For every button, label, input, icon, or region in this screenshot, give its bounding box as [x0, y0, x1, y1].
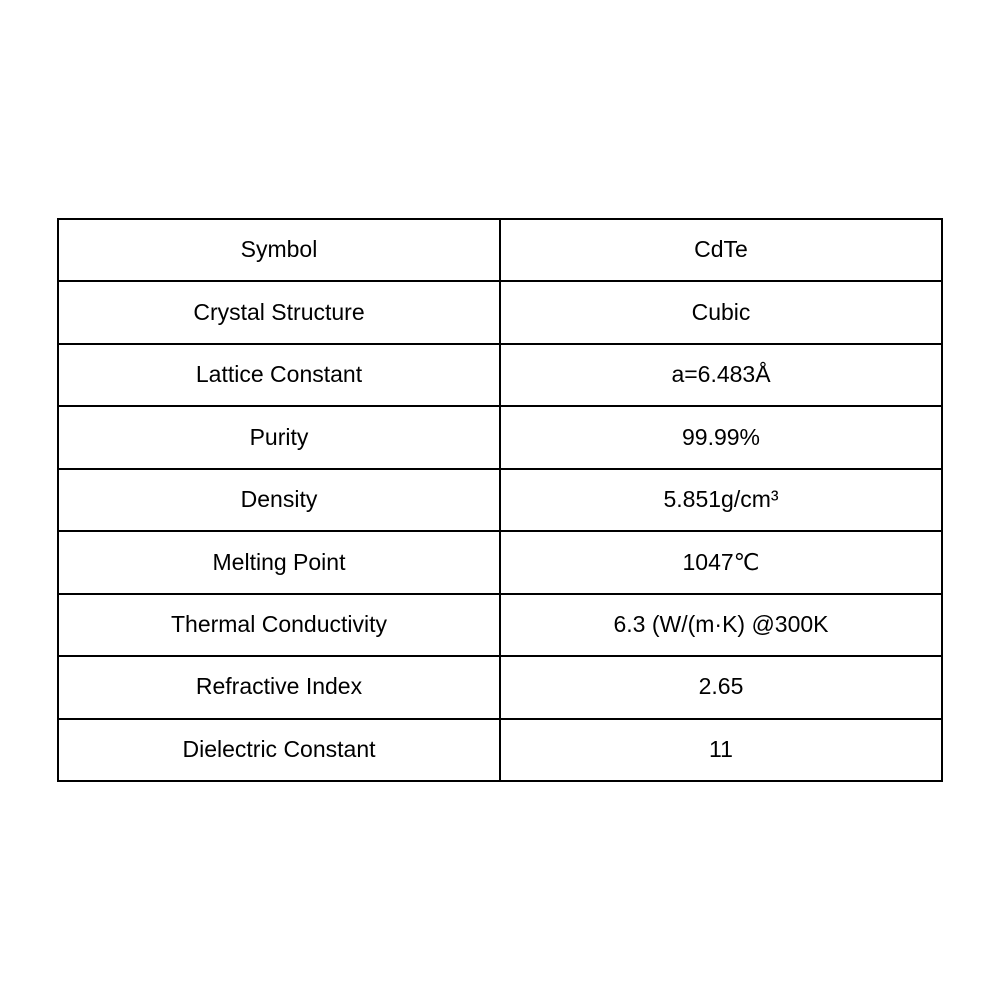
table-row	[58, 594, 942, 656]
value-cell: 5.851g/cm³	[500, 469, 942, 531]
table-row	[58, 406, 942, 468]
value-cell: 2.65	[500, 656, 942, 718]
table-row	[58, 531, 942, 593]
value-cell: CdTe	[500, 219, 942, 281]
material-spec-table-body	[58, 219, 942, 781]
table-row	[58, 719, 942, 782]
value-cell: 6.3 (W/(m·K) @300K	[500, 594, 942, 656]
property-cell: Crystal Structure	[58, 281, 500, 343]
table-row	[58, 281, 942, 343]
property-cell: Lattice Constant	[58, 344, 500, 406]
value-cell: 1047℃	[500, 531, 942, 593]
table-row	[58, 344, 942, 406]
property-cell: Refractive Index	[58, 656, 500, 718]
value-cell: Cubic	[500, 281, 942, 343]
property-cell: Density	[58, 469, 500, 531]
property-cell: Dielectric Constant	[58, 719, 500, 782]
value-cell: 99.99%	[500, 406, 942, 468]
table-row	[58, 656, 942, 718]
property-cell: Purity	[58, 406, 500, 468]
value-cell: a=6.483Å	[500, 344, 942, 406]
table-row	[58, 469, 942, 531]
property-cell: Symbol	[58, 219, 500, 281]
property-cell: Thermal Conductivity	[58, 594, 500, 656]
table-row	[58, 219, 942, 281]
material-spec-table	[57, 218, 943, 782]
property-cell: Melting Point	[58, 531, 500, 593]
value-cell: 11	[500, 719, 942, 782]
